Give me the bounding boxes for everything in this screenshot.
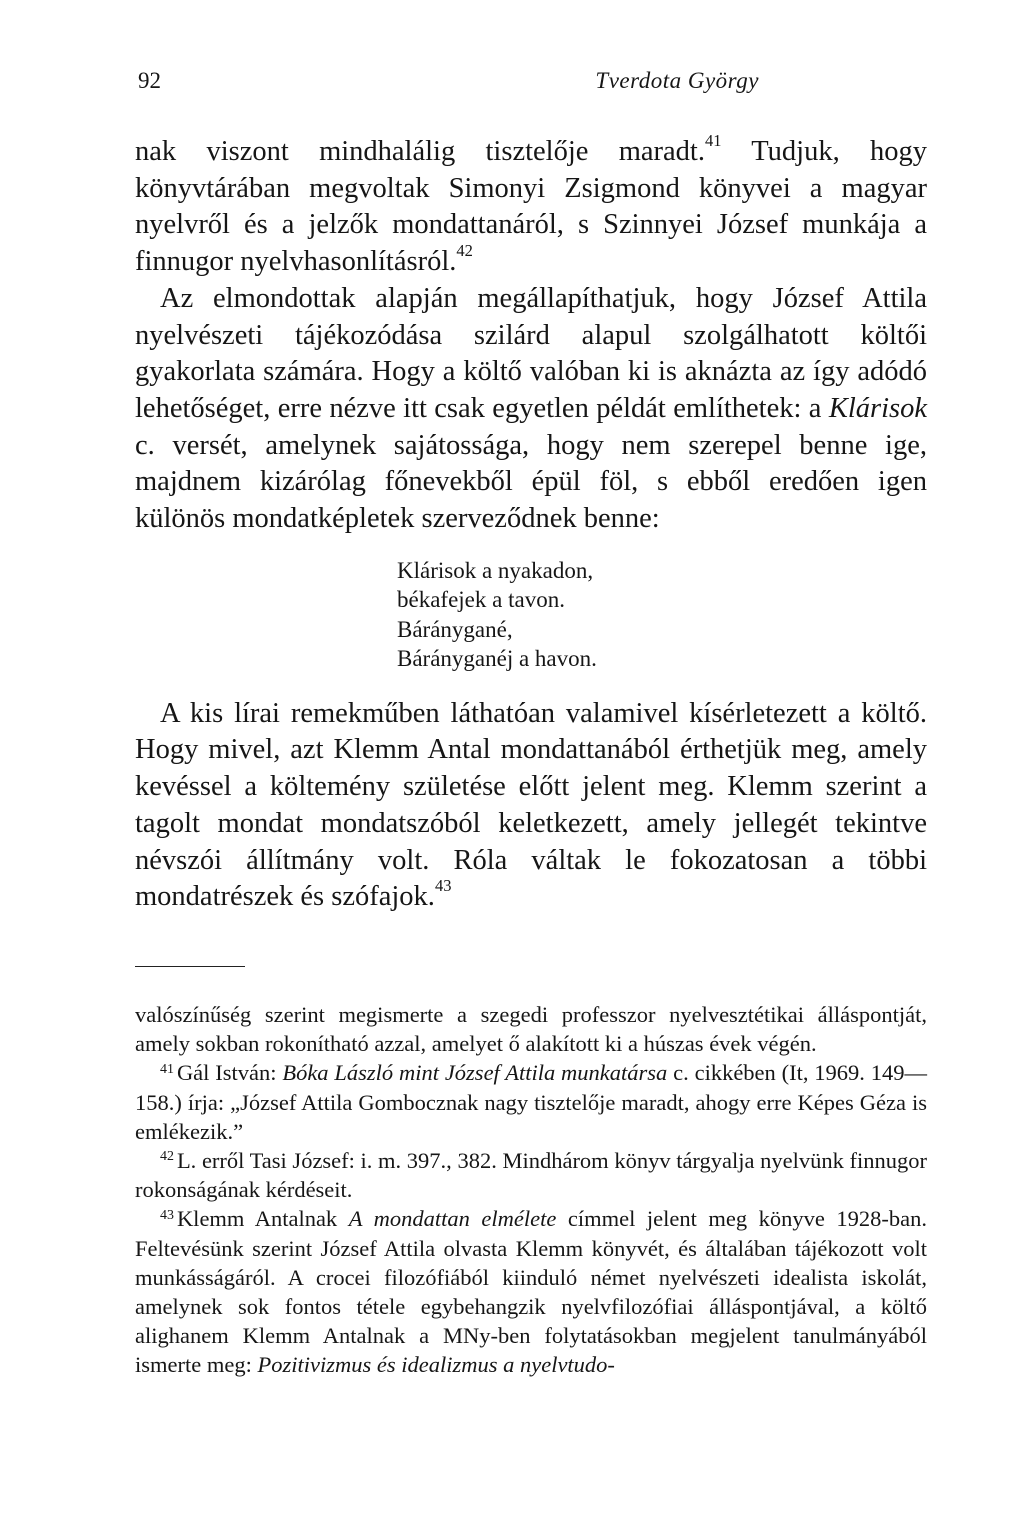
footnote-ref-42: 42 — [456, 241, 473, 261]
footnote-text: Gál István: — [176, 1060, 283, 1086]
paragraph-1 — [135, 130, 928, 281]
footnote-number: 42 — [160, 1149, 174, 1165]
paragraph-3 — [135, 696, 927, 916]
paragraph-text: nak viszont mindhalálig tisztelője maradt. — [135, 136, 705, 167]
footnote-number: 41 — [160, 1061, 174, 1077]
footnote-text: c. cikkében (It, 1969. 149—158.) írja: „József Attila Gombocznak nagy tisztelője maradt, ahogy erre Képes Géza is emlékezik.” — [135, 1060, 928, 1144]
footnote-41 — [135, 1058, 927, 1146]
page-number: 92 — [138, 68, 161, 93]
footnote-number: 43 — [160, 1207, 174, 1223]
poem-quote — [397, 556, 927, 674]
footnote-title: Pozitivizmus és idealizmus a nyelvtudo- — [257, 1352, 615, 1378]
footnotes — [135, 1000, 927, 1380]
paragraph-text: A kis lírai remekműben láthatóan valamivel kísérletezett a költő. Hogy mivel, azt Klemm Antal mondattanából érthetjük meg, amely kevéssel a költemény születése előtt jelent meg. Klemm szerint a tagolt mondat mondatszóból keletkezett, amely jellegét tekintve névszói állítmány volt. Róla váltak le fokozatosan a többi mondatrészek és szófajok. — [135, 697, 927, 913]
footnote-divider — [135, 966, 245, 967]
book-page — [135, 68, 927, 1380]
poem-line: Bárányganéj a havon. — [397, 646, 597, 672]
footnote-title: A mondattan elmélete — [348, 1206, 557, 1232]
paragraph-text: Tudjuk, hogy könyvtárában megvoltak Simonyi Zsigmond könyvei a magyar nyelvről és a jelzők mondattanáról, s Szinnyei József munkája a finnugor nyelvhasonlításról. — [135, 136, 928, 278]
footnote-43 — [135, 1204, 927, 1379]
footnote-text: címmel jelent meg könyve 1928-ban. Feltevésünk szerint József Attila olvasta Klemm könyvét, és általában tájékozott volt munkásságáról. A crocei filozófiából kiinduló német nyelvészeti idealista iskolát, amelynek sok fontos tétele egybehangzik nyelvfilozófiai álláspontjával, a költő alighanem Klemm Antalnak a MNy-ben folytatásokban megjelent tanulmányából ismerte meg: — [135, 1206, 927, 1378]
running-title: Tverdota György — [595, 68, 759, 93]
paragraph-text: c. versét, amelynek sajátossága, hogy nem szerepel benne ige, majdnem kizárólag főnevekből épül föl, s ebből eredően igen különös mondatképletek szerveződnek benne: — [135, 429, 927, 535]
footnote-ref-41: 41 — [704, 130, 722, 150]
poem-line: Klárisok a nyakadon, — [397, 557, 594, 583]
paragraph-text: Az elmondottak alapján megállapíthatjuk, hogy József Attila nyelvészeti tájékozódása szilárd alapul szolgálhatott költői gyakorlata számára. Hogy a költő valóban ki is aknázta az így adódó lehetőséget, erre nézve itt csak egyetlen példát említhetek: a — [135, 282, 927, 424]
poem-title: Klárisok — [828, 392, 927, 424]
paragraph-2 — [135, 281, 927, 538]
main-text — [135, 130, 928, 916]
poem-line: Báránygané, — [397, 616, 513, 642]
page-header — [135, 68, 927, 98]
footnote-ref-43: 43 — [434, 876, 452, 896]
footnote-42 — [135, 1146, 927, 1204]
footnote-title: Bóka László mint József Attila munkatársa — [282, 1060, 668, 1086]
footnote-text: L. erről Tasi József: i. m. 397., 382. Mindhárom könyv tárgyalja nyelvünk finnugor rokonságának kérdéseit. — [135, 1147, 927, 1203]
footnote-continuation: valószínűség szerint megismerte a szegedi professzor nyelvesztétikai álláspontját, amely sokban rokonítható azzal, amelyet ő alakított ki a húszas évek végén. — [135, 1001, 927, 1057]
footnote-text: Klemm Antalnak — [176, 1206, 349, 1232]
poem-line: békafejek a tavon. — [397, 587, 565, 613]
